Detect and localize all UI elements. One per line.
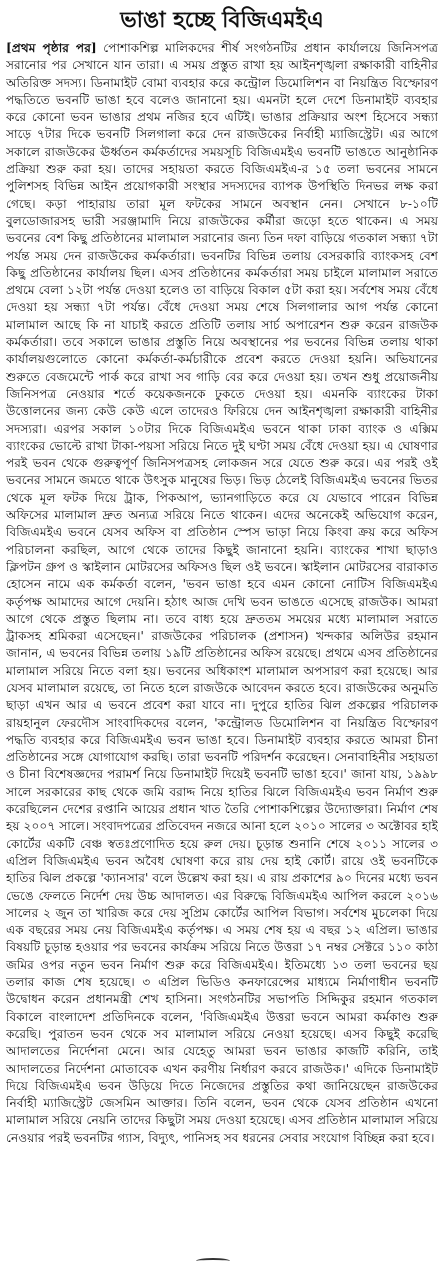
article-paragraph xyxy=(6,40,438,1147)
headline: ভাঙা হচ্ছে বিজিএমইএ xyxy=(120,8,324,33)
article-text: পোশাকশিল্প মালিকদের শীর্ষ সংগঠনটির প্রধান কার্যালয়ে জিনিসপত্র সরানোর পর সেখানে যান তারা। এ সময় প্রস্তুত রাখা হয় আইনশৃঙ্খলা রক্ষাকারী বাহিনীর অতিরিক্ত সদস্য। ডিনামাইট বোমা ব্যবহার করে কন্ট্রোল ডিমোলিশন বা নিয়ন্ত্রিত বিস্ফোরণ পদ্ধতিতে ভবনটি ভাঙা হবে বলেও জানানো হয়। এমনটা হলে দেশে ডিনামাইট ব্যবহার করে কোনো ভবন ভাঙার প্রথম নজির হবে এটিই। ভাঙার প্রক্রিয়ার অংশ হিসেবে সন্ধ্যা সাড়ে ৭টার দিকে ভবনটি সিলগালা করে দেন রাজউকের নির্বাহী ম্যাজিস্ট্রেট। এর আগে সকালে রাজউকের ঊর্ধ্বতন কর্মকর্তাদের সময়সূচি বিজিএমইএ ভবনটি ভাঙতে আনুষ্ঠানিক প্রক্রিয়া শুরু করা হয়। তাদের সহায়তা করতে বিজিএমইএ-র ১৫ তলা ভবনের সামনে পুলিশসহ বিভিন্ন আইন প্রয়োগকারী সংস্থার সদস্যদের ব্যাপক উপস্থিতি দিনভর লক্ষ করা গেছে। কড়া পাহারায় তারা মূল ফটকের সামনে অবস্থান নেন। সেখানে ৮-১০টি বুলডোজারসহ ভারী সরঞ্জামাদি নিয়ে রাজউকের কর্মীরা জড়ো হতে থাকেন। এ সময় ভবনের বেশ কিছু প্রতিষ্ঠানের মালামাল সরানোর জন্য তিন দফা বাড়িয়ে গতকাল সন্ধ্যা ৭টা পর্যন্ত সময় দেন রাজউকের কর্মকর্তারা। ভবনটির বিভিন্ন তলায় বেসরকারি ব্যাংকসহ বেশ কিছু প্রতিষ্ঠানের কার্যালয় ছিল। এসব প্রতিষ্ঠানের কর্মকর্তারা সময় চাইলে মালামাল সরাতে প্রথমে বেলা ১২টা পর্যন্ত দেওয়া হলেও তা বাড়িয়ে বিকাল ৫টা করা হয়। সর্বশেষ সময় বেঁধে দেওয়া হয় সন্ধ্যা ৭টা পর্যন্ত। বেঁধে দেওয়া সময় শেষে সিলগালার আগ পর্যন্ত কোনো মালামাল আছে কি না যাচাই করতে প্রতিটি তলায় সার্চ অপারেশন শুরু করেন রাজউক কর্মকর্তারা। তবে সকালে ভাঙার প্রস্তুতি নিয়ে অবস্থানের পর ভবনের বিভিন্ন তলায় থাকা কার্যালয়গুলোতে কোনো কর্মকর্তা-কর্মচারীকে প্রবেশ করতে দেওয়া হয়নি। অভিযানের শুরুতে বেজমেন্টে পার্ক করে রাখা সব গাড়ি বের করে দেওয়া হয়। তখন শুধু প্রয়োজনীয় জিনিসপত্র নেওয়ার শর্তে কয়েকজনকে ঢুকতে দেওয়া হয়। এমনকি ব্যাংকের টাকা উত্তোলনের জন্য কেউ কেউ এলে তাদেরও ফিরিয়ে দেন আইনশৃঙ্খলা রক্ষাকারী বাহিনীর সদস্যরা। এরপর সকাল ১০টার দিকে বিজিএমইএ ভবনে থাকা ঢাকা ব্যাংক ও এক্সিম ব্যাংকের ভোল্টে রাখা টাকা-পয়সা সরিয়ে নিতে দুই ঘণ্টা সময় বেঁধে দেওয়া হয়। এ ঘোষণার পরই ভবন থেকে গুরুত্বপূর্ণ জিনিসপত্রসহ লোকজন সরে যেতে শুরু করে। এর পরই ওই ভবনের সামনে জমতে থাকে উৎসুক মানুষের ভিড়। ভিড় ঠেলেই বিজিএমইএ ভবনের ভিতর থেকে মূল ফটক দিয়ে ট্রাক, পিকআপ, ভ্যানগাড়িতে করে যে যেভাবে পারেন বিভিন্ন অফিসের মালামাল দ্রুত অন্যত্র সরিয়ে নিতে থাকেন। এদের অনেকেই অভিযোগ করেন, বিজিএমইএ ভবনে যেসব অফিস বা প্রতিষ্ঠান স্পেস ভাড়া নিয়ে কিংবা ক্রয় করে অফিস পরিচালনা করছিল, আগে থেকে তাদের কিছুই জানানো হয়নি। ব্যাংকের শাখা ছাড়াও ক্লিপটন গ্রুপ ও স্কাইলান মোটরসের অফিসও ছিল ওই ভবনে। স্কাইলান মোটরসের বারাকাত হোসেন নামে এক কর্মকর্তা বলেন, 'ভবন ভাঙা হবে এমন কোনো নোটিস বিজিএমইএ কর্তৃপক্ষ আমাদের আগে দেয়নি। হঠাৎ আজ দেখি ভবন ভাঙতে এসেছে রাজউক। আমরা আগে থেকে প্রস্তুত ছিলাম না। তবে বাধ্য হয়ে দ্রুততম সময়ের মধ্যে মালামাল সরাতে ট্রাকসহ শ্রমিকরা এসেছেন।' রাজউকের পরিচালক (প্রশাসন) খন্দকার অলিউর রহমান জানান, এ ভবনের বিভিন্ন তলায় ১৯টি প্রতিষ্ঠানের অফিস রয়েছে। প্রথমে এসব প্রতিষ্ঠানের মালামাল সরিয়ে নিতে বলা হয়। ভবনের অধিকাংশ মালামাল অপসারণ করা হয়েছে। আর যেসব মালামাল রয়েছে, তা নিতে হলে রাজউকে আবেদন করতে হবে। রাজউকের অনুমতি ছাড়া এখন আর এ ভবনে প্রবেশ করা যাবে না। দুপুরে হাতির ঝিল প্রকল্পের পরিচালক রায়হানুল ফেরদৌস সাংবাদিকদের বলেন, 'কন্ট্রোলড ডিমোলিশন বা নিয়ন্ত্রিত বিস্ফোরণ পদ্ধতি ব্যবহার করে বিজিএমইএ ভবন ভাঙা হবে। ডিনামাইট ব্যবহার করতে আমরা চীনা প্রতিষ্ঠানের সঙ্গে যোগাযোগ করছি। তারা ভবনটি পরিদর্শন করেছেন। সেনাবাহিনীর সহায়তা ও চীনা বিশেষজ্ঞদের পরামর্শ নিয়ে ডিনামাইট দিয়েই ভবনটি ভাঙা হবে।' জানা যায়, ১৯৯৮ সালে সরকারের কাছ থেকে জমি বরাদ্দ নিয়ে হাতির ঝিলে বিজিএমইএ ভবন নির্মাণ শুরু করেছিলেন দেশের রপ্তানি আয়ের প্রধান খাত তৈরি পোশাকশিল্পের উদ্যোক্তারা। নির্মাণ শেষ হয় ২০০৭ সালে। সংবাদপত্রের প্রতিবেদন নজরে আনা হলে ২০১০ সালের ৩ অক্টোবর হাই কোর্টের একটি বেঞ্চ স্বতঃপ্রণোদিত হয়ে রুল দেয়। চূড়ান্ত শুনানি শেষে ২০১১ সালের ৩ এপ্রিল বিজিএমইএ ভবন অবৈধ ঘোষণা করে রায় দেয় হাই কোর্ট। রায়ে ওই ভবনটিকে হাতির ঝিল প্রকল্পে 'ক্যানসার' বলে উল্লেখ করা হয়। এ রায় প্রকাশের ৯০ দিনের মধ্যে ভবন ভেঙে ফেলতে নির্দেশ দেয় উচ্চ আদালত। এর বিরুদ্ধে বিজিএমইএ আপিল করলে ২০১৬ সালের ২ জুন তা খারিজ করে দেয় সুপ্রিম কোর্টের আপিল বিভাগ। সর্বশেষ মুচলেকা দিয়ে এক বছরের সময় নেয় বিজিএমইএ কর্তৃপক্ষ। এ সময় শেষ হয় এ বছর ১২ এপ্রিল। ভাঙার বিষয়টি চূড়ান্ত হওয়ার পর ভবনের কার্যক্রম সরিয়ে নিতে উত্তরা ১৭ নম্বর সেক্টরে ১১০ কাঠা জমির ওপর নতুন ভবন নির্মাণ শুরু করে বিজিএমইএ। ইতিমধ্যে ১৩ তলা ভবনের ছয় তলার কাজ শেষ হয়েছে। ৩ এপ্রিল ভিডিও কনফারেন্সের মাধ্যমে নির্মাণাধীন ভবনটি উদ্বোধন করেন প্রধানমন্ত্রী শেখ হাসিনা। সংগঠনটির সভাপতি সিদ্দিকুর রহমান গতকাল বিকালে বাংলাদেশ প্রতিদিনকে বলেন, 'বিজিএমইএ উত্তরা ভবনে আমরা কর্মকাণ্ড শুরু করেছি। পুরাতন ভবন থেকে সব মালামাল সরিয়ে নেওয়া হয়েছে। এসব কিছুই করেছি আদালতের নির্দেশনা মেনে। আর যেহেতু আমরা ভবন ভাঙার কাজটি করিনি, তাই আদালতের নির্দেশনা মোতাবেক এখন করণীয় নির্ধারণ করবে রাজউক।' এদিকে ডিনামাইট দিয়ে বিজিএমইএ ভবন উড়িয়ে দিতে নিজেদের প্রস্তুতির কথা জানিয়েছেন রাজউকের নির্বাহী ম্যাজিস্ট্রেট জেসমিন আক্তার। তিনি বলেন, ভবন থেকে যেসব প্রতিষ্ঠান এখনো মালামাল সরিয়ে নেয়নি তাদের কিছুটা সময় দেওয়া হয়েছে। এসব প্রতিষ্ঠান মালামাল সরিয়ে নেওয়ার পরই ভবনটির গ্যাস, বিদ্যুৎ, পানিসহ সব ধরনের সেবার সংযোগ বিচ্ছিন্ন করা হবে। xyxy=(6,41,438,1145)
lead-tag: [প্রথম পৃষ্ঠার পর] xyxy=(6,41,97,55)
clipped-edge xyxy=(196,1258,230,1264)
article-body xyxy=(6,40,438,1252)
